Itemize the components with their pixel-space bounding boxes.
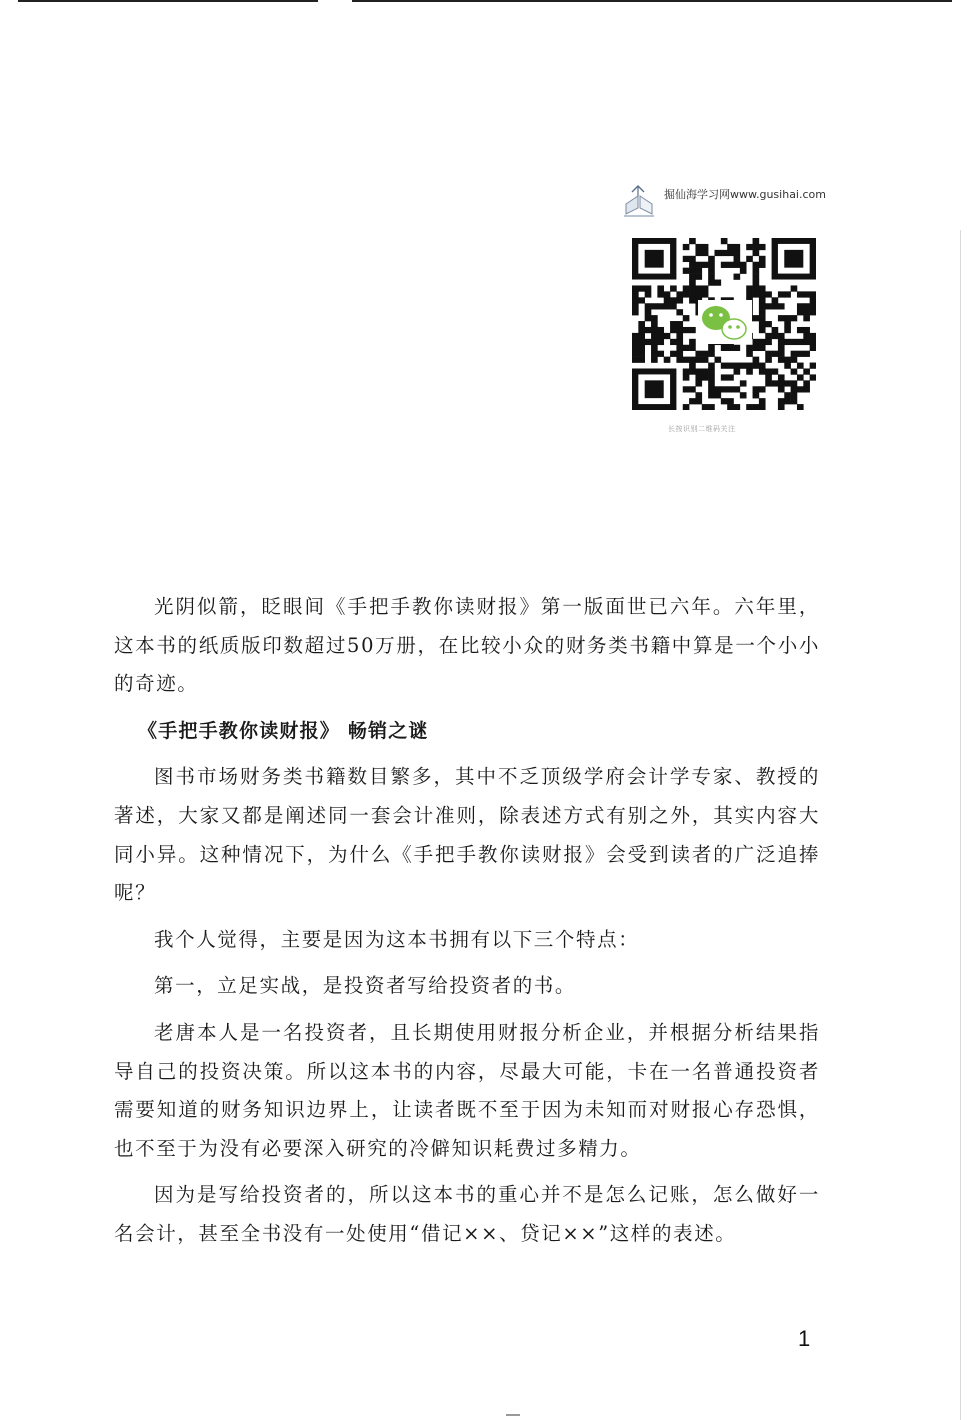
paragraph: 光阴似箭，眨眼间《手把手教你读财报》第一版面世已六年。六年里，这本书的纸质版印数超过50万册，在比较小众的财务类书籍中算是一个小小的奇迹。 — [114, 595, 820, 696]
scan-mark — [506, 1414, 520, 1416]
paragraph: 老唐本人是一名投资者，且长期使用财报分析企业，并根据分析结果指导自己的投资决策。所以这本书的内容，尽最大可能，卡在一名普通投资者需要知道的财务知识边界上，让读者既不至于因为未知而对财报心存恐惧，也不至于为没有必要深入研究的冷僻知识耗费过多精力。 — [114, 1020, 820, 1160]
scan-border-right — [960, 230, 961, 1420]
wechat-qr-code-icon — [632, 238, 816, 410]
scan-border-top-left — [18, 0, 318, 2]
paragraph: 因为是写给投资者的，所以这本书的重心并不是怎么记账，怎么做好一名会计，甚至全书没有一处使用“借记××、贷记××”这样的表述。 — [114, 1183, 820, 1245]
paragraph: 图书市场财务类书籍数目繁多，其中不乏顶级学府会计学专家、教授的著述，大家又都是阐述同一套会计准则，除表述方式有别之外，其实内容大同小异。这种情况下，为什么《手把手教你读财报》会受到读者的广泛追捧呢？ — [114, 765, 820, 905]
paragraph: 我个人觉得，主要是因为这本书拥有以下三个特点： — [154, 927, 640, 951]
qr-caption: 长按识别二维码关注 — [668, 425, 736, 433]
site-label: 掘仙海学习网www.gusihai.com — [664, 188, 826, 201]
page-number: 1 — [798, 1326, 811, 1351]
scan-border-top-right — [352, 0, 952, 2]
main-text — [114, 588, 820, 1262]
section-heading: 《手把手教你读财报》 畅销之谜 — [138, 719, 429, 742]
site-header — [618, 182, 848, 218]
paragraph: 第一，立足实战，是投资者写给投资者的书。 — [154, 974, 577, 998]
book-logo-icon — [618, 182, 660, 218]
